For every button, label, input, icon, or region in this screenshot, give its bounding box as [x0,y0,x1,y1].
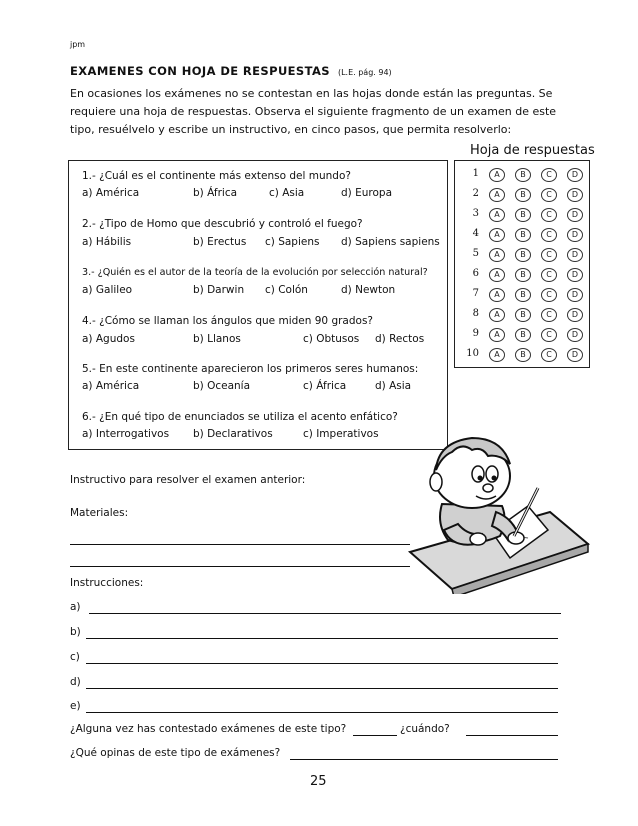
q3-option-b: b) Darwin [193,284,245,296]
answer-bubble-b[interactable]: B [515,188,531,202]
q6-option-b: b) Declarativos [193,428,273,440]
when-answer-blank[interactable] [466,735,558,736]
materials-blank-2[interactable] [70,566,410,567]
step-e-blank[interactable] [86,712,558,713]
author-mark: jpm [70,40,86,49]
opinion-question: ¿Qué opinas de este tipo de exámenes? [70,747,281,759]
question-5: 5.- En este continente aparecieron los primeros seres humanos: [82,363,419,375]
answer-bubble-d[interactable]: D [567,268,583,282]
answer-bubble-c[interactable]: C [541,288,557,302]
q2-option-b: b) Erectus [193,236,247,248]
answer-row-number: 4 [472,228,479,239]
q3-option-d: d) Newton [341,284,396,296]
answer-row-number: 8 [472,308,479,319]
answer-bubble-b[interactable]: B [515,248,531,262]
answer-bubble-c[interactable]: C [541,308,557,322]
q6-option-c: c) Imperativos [303,428,379,440]
question-4: 4.- ¿Cómo se llaman los ángulos que miden 90 grados? [82,315,373,327]
answer-bubble-b[interactable]: B [515,308,531,322]
q4-option-b: b) Llanos [193,333,241,345]
answer-bubble-b[interactable]: B [515,348,531,362]
q1-option-a: a) América [82,187,140,199]
answer-bubble-a[interactable]: A [489,328,505,342]
answer-sheet-box [454,160,590,368]
answer-bubble-d[interactable]: D [567,288,583,302]
intro-paragraph: En ocasiones los exámenes no se contestan en las hojas donde están las preguntas. Se requiere una hoja de respuestas. Observa el siguiente fragmento de un examen de este tipo, resuélvelo y escribe un instructivo, en cinco pasos, que permita resolverlo: [70,87,557,136]
q5-option-b: b) Oceanía [193,380,251,392]
answer-bubble-a[interactable]: A [489,268,505,282]
questions-box [68,160,448,450]
page-number: 25 [310,774,327,789]
answer-row-number: 5 [472,248,479,259]
answer-bubble-c[interactable]: C [541,328,557,342]
answer-row-number: 2 [472,188,479,199]
step-a-blank[interactable] [89,613,561,614]
page-title [70,64,392,78]
answer-bubble-a[interactable]: A [489,188,505,202]
q2-option-c: c) Sapiens [265,236,320,248]
question-3: 3.- ¿Quién es el autor de la teoría de la evolución por selección natural? [82,267,428,278]
step-a-label: a) [70,601,81,613]
answer-row-number: 9 [472,328,479,339]
step-b-label: b) [70,626,81,638]
answer-bubble-d[interactable]: D [567,168,583,182]
instrucciones-label: Instrucciones: [70,577,144,589]
answer-bubble-d[interactable]: D [567,208,583,222]
q5-option-c: c) África [303,380,347,392]
answer-row-number: 10 [466,348,479,359]
question-2: 2.- ¿Tipo de Homo que descubrió y controló el fuego? [82,218,363,230]
answer-bubble-d[interactable]: D [567,328,583,342]
q2-option-d: d) Sapiens sapiens [341,236,440,248]
answer-bubble-a[interactable]: A [489,288,505,302]
answer-bubble-d[interactable]: D [567,228,583,242]
answer-bubble-b[interactable]: B [515,208,531,222]
answer-bubble-b[interactable]: B [515,288,531,302]
answer-bubble-c[interactable]: C [541,348,557,362]
q5-option-a: a) América [82,380,140,392]
answer-bubble-b[interactable]: B [515,328,531,342]
answer-bubble-b[interactable]: B [515,168,531,182]
answer-row-number: 1 [472,168,479,179]
q5-option-d: d) Asia [375,380,412,392]
answer-bubble-a[interactable]: A [489,168,505,182]
q6-option-a: a) Interrogativos [82,428,170,440]
experience-question: ¿Alguna vez has contestado exámenes de este tipo? [70,723,347,735]
experience-answer-blank[interactable] [353,735,397,736]
materiales-label: Materiales: [70,507,129,519]
answer-bubble-a[interactable]: A [489,248,505,262]
q4-option-d: d) Rectos [375,333,425,345]
student-writing-illustration [400,434,600,594]
q1-option-d: d) Europa [341,187,392,199]
answer-bubble-c[interactable]: C [541,228,557,242]
answer-bubble-a[interactable]: A [489,228,505,242]
answer-bubble-c[interactable]: C [541,248,557,262]
question-1: 1.- ¿Cuál es el continente más extenso del mundo? [82,170,351,182]
answer-bubble-c[interactable]: C [541,268,557,282]
q3-option-a: a) Galileo [82,284,133,296]
step-c-label: c) [70,651,80,663]
answer-bubble-d[interactable]: D [567,248,583,262]
when-question: ¿cuándo? [400,723,450,735]
answer-bubble-a[interactable]: A [489,208,505,222]
step-b-blank[interactable] [86,638,558,639]
answer-bubble-d[interactable]: D [567,308,583,322]
answer-bubble-a[interactable]: A [489,308,505,322]
answer-bubble-c[interactable]: C [541,168,557,182]
q3-option-c: c) Colón [265,284,308,296]
q2-option-a: a) Hábilis [82,236,132,248]
step-c-blank[interactable] [86,663,558,664]
answer-bubble-c[interactable]: C [541,208,557,222]
answer-bubble-b[interactable]: B [515,228,531,242]
step-d-label: d) [70,676,81,688]
page-title-text: EXAMENES CON HOJA DE RESPUESTAS [70,64,330,78]
instructivo-label: Instructivo para resolver el examen anterior: [70,474,306,486]
answer-row-number: 7 [472,288,479,299]
answer-row-number: 3 [472,208,479,219]
step-e-label: e) [70,700,81,712]
answer-bubble-d[interactable]: D [567,188,583,202]
step-d-blank[interactable] [86,688,558,689]
answer-bubble-d[interactable]: D [567,348,583,362]
materials-blank-1[interactable] [70,544,410,545]
answer-bubble-c[interactable]: C [541,188,557,202]
q4-option-c: c) Obtusos [303,333,360,345]
q4-option-a: a) Agudos [82,333,135,345]
q1-option-c: c) Asia [269,187,305,199]
question-6: 6.- ¿En qué tipo de enunciados se utiliza el acento enfático? [82,411,398,423]
page-reference: (L.E. pág. 94) [337,68,392,77]
answer-bubble-a[interactable]: A [489,348,505,362]
answer-bubble-b[interactable]: B [515,268,531,282]
opinion-answer-blank[interactable] [290,759,558,760]
answer-row-number: 6 [472,268,479,279]
q1-option-b: b) África [193,187,238,199]
answer-sheet-title: Hoja de respuestas [470,143,595,158]
